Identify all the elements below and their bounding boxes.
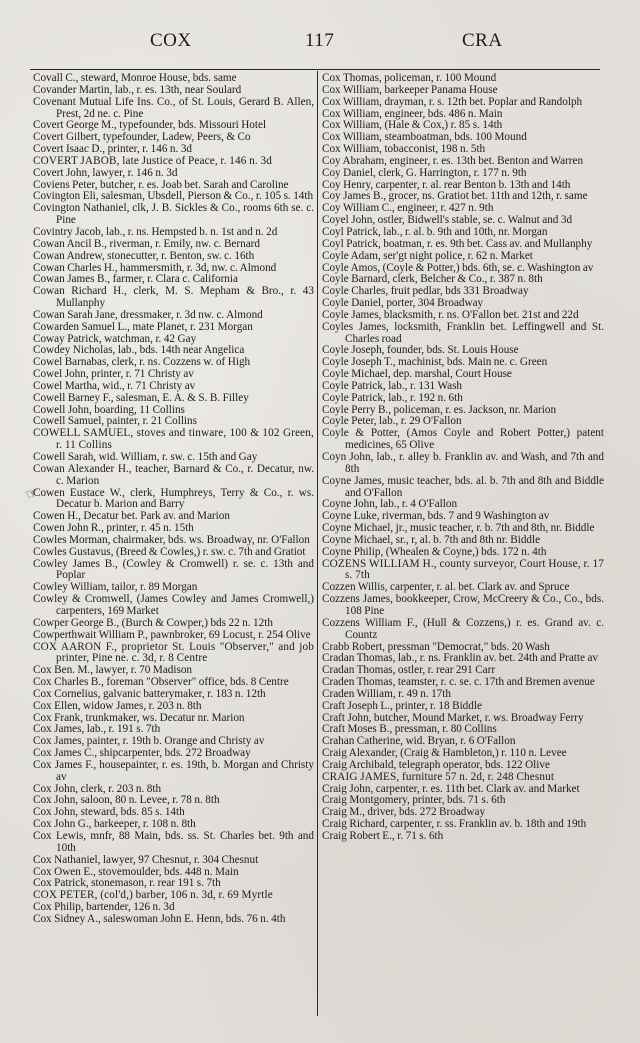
directory-entry: Cox James, painter, r. 19th b. Orange and Christy av [33, 735, 265, 748]
directory-entry: Cox Patrick, stonemason, r. rear 191 s. 7th [33, 877, 221, 890]
directory-entry: Coy Daniel, clerk, G. Harrington, r. 177 n. 9th [322, 166, 527, 179]
directory-entry: Cox William, barkeeper Panama House [322, 83, 498, 96]
directory-entry: Coy Henry, carpenter, r. al. rear Benton b. 13th and 14th [322, 178, 571, 191]
directory-entry: Cowperthwait William P., pawnbroker, 69 Locust, r. 254 Olive [33, 628, 311, 641]
directory-entry: Covert Isaac D., printer, r. 146 n. 3d [33, 143, 193, 156]
directory-entry: Covington Eli, salesman, Ubsdell, Pierson & Co., r. 105 s. 14th [33, 190, 314, 203]
directory-entry: Cox Sidney A., saleswoman John E. Henn, bds. 76 n. 4th [33, 912, 286, 925]
directory-entry: Coyle Peter, lab., r. 29 O'Fallon [322, 415, 462, 428]
directory-entry: Crahan Catherine, wid. Bryan, r. 6 O'Fallon [322, 735, 516, 748]
page-number: 117 [305, 30, 335, 51]
directory-entry: Craden William, r. 49 n. 17th [322, 687, 451, 700]
directory-entry: Cozzens James, bookkeeper, Crow, McCreery & Co., Co., bds. 108 Pine [322, 593, 604, 617]
directory-entry: Cox Nathaniel, lawyer, 97 Chesnut, r. 304 Chesnut [33, 853, 259, 866]
directory-entry: Coyles James, locksmith, Franklin bet. Leffingwell and St. Charles road [322, 320, 604, 345]
directory-entry: COX AARON F., proprietor St. Louis "Observer," and job printer, Pine ne. c. 3d, r. 8 Centre [33, 640, 314, 665]
directory-entry: Cox Frank, trunkmaker, ws. Decatur nr. Marion [33, 711, 245, 724]
directory-entry: Coyne Michael, sr., r, al. b. 7th and 8th nr. Biddle [322, 533, 541, 546]
right-guide-word: CRA [462, 30, 503, 51]
directory-entry: Cowan Alexander H., teacher, Barnard & Co., r. Decatur, nw. c. Marion [33, 462, 314, 487]
directory-entry: Coyle & Potter, (Amos Coyle and Robert Potter,) patent medicines, 65 Olive [322, 427, 604, 452]
directory-entry: Cowles Morman, chairmaker, bds. ws. Broadway, nr. O'Fallon [33, 533, 310, 546]
directory-entry: Crabb Robert, pressman "Democrat," bds. 20 Wash [322, 640, 550, 653]
directory-entry: Covander Martin, lab., r. es. 13th, near Soulard [33, 83, 242, 96]
directory-entry: Cox William, tobacconist, 198 n. 5th [322, 143, 486, 156]
directory-entry: Cox Philip, bartender, 126 n. 3d [33, 901, 175, 914]
directory-entry: Covert George M., typefounder, bds. Missouri Hotel [33, 119, 267, 132]
directory-entry: Cowen Eustace W., clerk, Humphreys, Terry & Co., r. ws. Decatur b. Marion and Barry [33, 486, 314, 511]
directory-entry: Cowel Martha, wid., r. 71 Christy av [33, 379, 196, 392]
directory-entry: Coyle Barnard, clerk, Belcher & Co., r. 387 n. 8th [322, 273, 543, 286]
directory-entry: Coyle Daniel, porter, 304 Broadway [322, 297, 484, 310]
directory-entry: Cox Cornelius, galvanic batterymaker, r. 183 n. 12th [33, 687, 266, 700]
directory-entry: Cowarden Samuel L., mate Planet, r. 231 Morgan [33, 320, 253, 333]
directory-entry: Cowan Sarah Jane, dressmaker, r. 3d nw. c. Almond [33, 308, 263, 321]
directory-entry: Cowan Richard H., clerk, M. S. Mepham & Bro., r. 43 Mullanphy [33, 285, 314, 310]
directory-entry: Cox Charles B., foreman "Observer" office, bds. 8 Centre [33, 676, 289, 689]
directory-entry: Cox Thomas, policeman, r. 100 Mound [322, 72, 497, 84]
directory-entry: COVERT JABOB, late Justice of Peace, r. 146 n. 3d [33, 154, 272, 167]
directory-entry: Cox John, clerk, r. 203 n. 8th [33, 782, 162, 795]
pointing-hand-icon: ☞ [23, 484, 41, 504]
directory-entry: Cox James C., shipcarpenter, bds. 272 Broadway [33, 747, 251, 760]
directory-entry: Craig Richard, carpenter, r. ss. Franklin av. b. 18th and 19th [322, 818, 587, 831]
directory-entry: Coy Abraham, engineer, r. es. 13th bet. Benton and Warren [322, 154, 584, 167]
directory-entry: Cowell Barney F., salesman, E. A. & S. B. Filley [33, 391, 249, 404]
directory-entry: Cowen H., Decatur bet. Park av. and Marion [33, 510, 230, 523]
directory-entry: Coyne Michael, jr., music teacher, r. b. 7th and 8th, nr. Biddle [322, 522, 595, 535]
directory-entry: Cowper George B., (Burch & Cowper,) bds 22 n. 12th [33, 616, 273, 629]
directory-entry: Craig Alexander, (Craig & Hambleton,) r. 110 n. Levee [322, 747, 567, 760]
directory-entry: Coyel John, ostler, Bidwell's stable, se. c. Walnut and 3d [322, 214, 573, 227]
directory-entry: Coyle Amos, (Coyle & Potter,) bds. 6th, se. c. Washington av [322, 261, 594, 274]
directory-entry: Coway Patrick, watchman, r. 42 Gay [33, 332, 197, 345]
directory-entry: Cox William, drayman, r. s. 12th bet. Poplar and Randolph [322, 95, 583, 108]
directory-entry: Coyle Perry B., policeman, r. es. Jackson, nr. Marion [322, 403, 557, 416]
directory-entry: Cowan Andrew, stonecutter, r. Benton, sw. c. 16th [33, 249, 255, 262]
directory-entry: Craig Montgomery, printer, bds. 71 s. 6th [322, 794, 506, 807]
directory-entry: Cox John, steward, bds. 85 s. 14th [33, 806, 185, 819]
directory-entry: Cox John, saloon, 80 n. Levee, r. 78 n. 8th [33, 794, 220, 807]
directory-entry: Cowley James B., (Cowley & Cromwell) r. se. c. 13th and Poplar [33, 557, 314, 582]
directory-entry: Cozzen Willis, carpenter, r. al. bet. Clark av. and Spruce [322, 581, 570, 594]
directory-entry: COX PETER, (col'd,) barber, 106 n. 3d, r. 69 Myrtle [33, 889, 273, 902]
left-column [33, 73, 314, 926]
directory-entry: Cowel John, printer, r. 71 Christy av [33, 368, 194, 381]
column-divider [317, 71, 318, 1016]
directory-entry: Cox James F., housepainter, r. es. 19th, b. Morgan and Christy av [33, 758, 314, 783]
directory-entry: Coyne James, music teacher, bds. al. b. 7th and 8th and Biddle and O'Fallon [322, 474, 604, 499]
directory-entry: Coyle Michael, dep. marshal, Court House [322, 368, 512, 381]
directory-entry: Cox Ben. M., lawyer, r. 70 Madison [33, 664, 193, 677]
directory-entry: Cowen John R., printer, r. 45 n. 15th [33, 522, 194, 535]
directory-entry: COWELL SAMUEL, stoves and tinware, 100 & 102 Green, r. 11 Collins [33, 427, 314, 452]
right-column [322, 73, 604, 843]
directory-entry: Coy James B., grocer, ns. Gratiot bet. 11th and 12th, r. same [322, 190, 588, 203]
directory-entry: Coyle Charles, fruit pedlar, bds 331 Broadway [322, 285, 529, 298]
directory-entry: Coyl Patrick, boatman, r. es. 9th bet. Cass av. and Mullanphy [322, 237, 593, 250]
directory-entry: Cowel Barnabas, clerk, r. ns. Cozzens w. of High [33, 356, 251, 369]
directory-entry: Coyle Patrick, lab., r. 131 Wash [322, 379, 463, 392]
directory-entry: Coyle Patrick, lab., r. 192 n. 6th [322, 391, 463, 404]
directory-entry: Coyle Adam, ser'gt night police, r. 62 n. Market [322, 249, 533, 262]
directory-entry: Covall C., steward, Monroe House, bds. same [33, 72, 237, 84]
directory-entry: Craig Robert E., r. 71 s. 6th [322, 830, 444, 842]
directory-entry: Cox William, steamboatman, bds. 100 Mound [322, 131, 527, 144]
left-guide-word: COX [150, 30, 192, 51]
directory-entry: Coyne John, lab., r. 4 O'Fallon [322, 498, 458, 511]
directory-entry: Covenant Mutual Life Ins. Co., of St. Louis, Gerard B. Allen, Prest, 2d ne. c. Pine [33, 95, 314, 120]
directory-entry: COZENS WILLIAM H., county surveyor, Court House, r. 17 s. 7th [322, 557, 604, 582]
directory-entry: Cowan Ancil B., riverman, r. Emily, nw. c. Bernard [33, 237, 260, 250]
directory-entry: Cowley William, tailor, r. 89 Morgan [33, 581, 198, 594]
directory-entry: Craig Archibald, telegraph operator, bds. 122 Olive [322, 758, 550, 771]
directory-entry: Cozzens William F., (Hull & Cozzens,) r. es. Grand av. c. Countz [322, 616, 604, 641]
directory-entry: Cradan Thomas, ostler, r. rear 291 Carr [322, 664, 496, 677]
directory-entry: Cradan Thomas, lab., r. ns. Franklin av. bet. 24th and Pratte av [322, 652, 599, 665]
directory-entry: Coyn John, lab., r. alley b. Franklin av. and Wash, and 7th and 8th [322, 451, 604, 475]
directory-entry: Cowan James B., farmer, r. Clara c. California [33, 273, 238, 286]
directory-entry: Craig M., driver, bds. 272 Broadway [322, 806, 486, 819]
directory-entry: Cox Ellen, widow James, r. 203 n. 8th [33, 699, 202, 712]
directory-entry: Craft Moses B., pressman, r. 80 Collins [322, 723, 497, 736]
directory-entry: Coy William C., engineer, r. 427 n. 9th [322, 202, 494, 215]
directory-entry: Cowan Charles H., hammersmith, r. 3d, nw. c. Almond [33, 261, 277, 274]
directory-entry: Coyle Joseph T., machinist, bds. Main ne. c. Green [322, 356, 548, 369]
directory-entry: Cowley & Cromwell, (James Cowley and James Cromwell,) carpenters, 169 Market [33, 593, 314, 617]
directory-entry: Cox William, engineer, bds. 486 n. Main [322, 107, 503, 120]
directory-entry: Cox Lewis, mnfr, 88 Main, bds. ss. St. Charles bet. 9th and 10th [33, 830, 314, 854]
directory-entry: Covert John, lawyer, r. 146 n. 3d [33, 166, 178, 179]
directory-entry: Coviens Peter, butcher, r. es. Joab bet. Sarah and Caroline [33, 178, 289, 191]
directory-entry: Covert Gilbert, typefounder, Ladew, Peers, & Co [33, 131, 251, 144]
directory-entry: Cox Owen E., stovemoulder, bds. 448 n. Main [33, 865, 239, 878]
directory-entry: Cowles Gustavus, (Breed & Cowles,) r. sw. c. 7th and Gratiot [33, 545, 306, 558]
directory-entry: Craden Thomas, teamster, r. c. se. c. 17th and Bremen avenue [322, 676, 595, 689]
directory-entry: Cowell Sarah, wid. William, r. sw. c. 15th and Gay [33, 451, 258, 463]
directory-entry: Coyle James, blacksmith, r. ns. O'Fallon bet. 21st and 22d [322, 308, 579, 321]
directory-entry: Coyl Patrick, lab., r. al. b. 9th and 10th, nr. Morgan [322, 225, 548, 238]
directory-entry: Cowell John, boarding, 11 Collins [33, 403, 185, 416]
directory-entry: Craft Joseph L., printer, r. 18 Biddle [322, 699, 482, 712]
page-header [30, 30, 600, 56]
directory-entry: Craig John, carpenter, r. es. 11th bet. Clark av. and Market [322, 782, 580, 795]
directory-entry: Cox James, lab., r. 191 s. 7th [33, 723, 161, 736]
header-rule [30, 69, 600, 70]
directory-entry: Cox William, (Hale & Cox,) r. 85 s. 14th [322, 119, 503, 132]
directory-entry: Craft John, butcher, Mound Market, r. ws. Broadway Ferry [322, 711, 584, 724]
directory-entry: Coyle Joseph, founder, bds. St. Louis House [322, 344, 519, 357]
directory-entry: Cox John G., barkeeper, r. 108 n. 8th [33, 818, 196, 831]
directory-entry: CRAIG JAMES, furniture 57 n. 2d, r. 248 Chesnut [322, 770, 555, 783]
directory-entry: Covintry Jacob, lab., r. ns. Hempsted b. n. 1st and n. 2d [33, 225, 278, 238]
directory-entry: Coyne Philip, (Whealen & Coyne,) bds. 172 n. 4th [322, 545, 547, 558]
directory-entry: Coyne Luke, riverman, bds. 7 and 9 Washington av [322, 510, 550, 523]
directory-entry: Cowdey Nicholas, lab., bds. 14th near Angelica [33, 344, 245, 357]
directory-entry: Cowell Samuel, painter, r. 21 Collins [33, 415, 197, 428]
directory-entry: Covington Nathaniel, clk, J. B. Sickles & Co., rooms 6th se. c. Pine [33, 202, 314, 227]
